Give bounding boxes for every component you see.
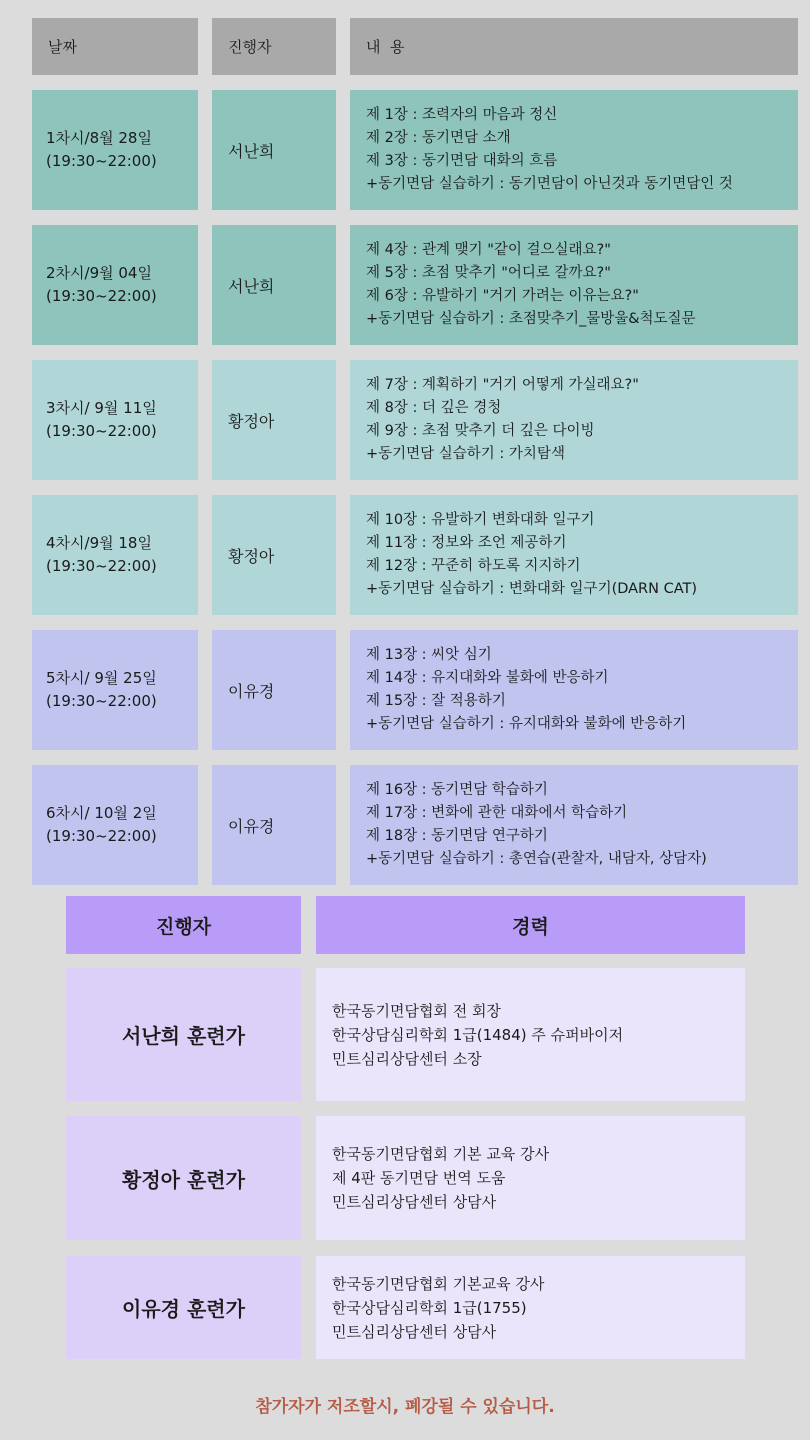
session-time: (19:30~22:00) (46, 422, 157, 440)
content-line: 제 14장 : 유지대화와 불화에 반응하기 (366, 670, 609, 686)
career-line: 민트심리상담센터 상담사 (332, 1193, 497, 1211)
session-time: (19:30~22:00) (46, 287, 157, 305)
content-line: 제 2장 : 동기면담 소개 (366, 130, 511, 146)
session-time: (19:30~22:00) (46, 557, 157, 575)
profile-header-career: 경력 (316, 896, 745, 954)
career-line: 한국동기면담협회 기본교육 강사 (332, 1274, 545, 1293)
session-content (350, 360, 798, 480)
session-presenter: 황정아 (212, 495, 336, 615)
content-line: 제 8장 : 더 깊은 경청 (366, 400, 502, 416)
career-line: 한국동기면담협회 전 회장 (332, 1001, 501, 1020)
content-line: +동기면담 실습하기 : 동기면담이 아닌것과 동기면담인 것 (366, 176, 733, 192)
trainer-career (316, 1256, 745, 1359)
session-number-date: 5차시/ 9월 25일 (46, 669, 157, 687)
trainer-name: 황정아 훈련가 (66, 1116, 301, 1240)
content-line: +동기면담 실습하기 : 유지대화와 불화에 반응하기 (366, 716, 687, 732)
session-number-date: 2차시/9월 04일 (46, 264, 152, 282)
career-line: 한국동기면담협회 기본 교육 강사 (332, 1145, 550, 1163)
content-line: 제 3장 : 동기면담 대화의 흐름 (366, 153, 558, 169)
content-line: +동기면담 실습하기 : 총연습(관찰자, 내담자, 상담자) (366, 851, 707, 867)
session-presenter: 서난희 (212, 90, 336, 210)
session-time: (19:30~22:00) (46, 827, 157, 845)
session-number-date: 6차시/ 10월 2일 (46, 804, 157, 822)
career-line: 민트심리상담센터 소장 (332, 1049, 482, 1068)
content-line: 제 13장 : 씨앗 심기 (366, 647, 492, 663)
content-line: 제 15장 : 잘 적용하기 (366, 693, 506, 709)
session-content (350, 630, 798, 750)
session-time: (19:30~22:00) (46, 152, 157, 170)
session-presenter: 서난희 (212, 225, 336, 345)
session-date (32, 360, 198, 480)
trainer-career (316, 1116, 745, 1240)
content-line: 제 9장 : 초점 맞추기 더 깊은 다이빙 (366, 423, 595, 439)
content-line: +동기면담 실습하기 : 변화대화 일구기(DARN CAT) (366, 581, 698, 597)
session-date (32, 90, 198, 210)
content-line: 제 12장 : 꾸준히 하도록 지지하기 (366, 558, 581, 574)
content-line: 제 16장 : 동기면담 학습하기 (366, 782, 548, 798)
career-line: 제 4판 동기면담 번역 도움 (332, 1169, 506, 1187)
session-date (32, 225, 198, 345)
session-number-date: 3차시/ 9월 11일 (46, 399, 157, 417)
session-number-date: 1차시/8월 28일 (46, 129, 152, 147)
profile-header-presenter: 진행자 (66, 896, 301, 954)
content-line: 제 18장 : 동기면담 연구하기 (366, 828, 548, 844)
header-date: 날짜 (32, 18, 198, 75)
session-date (32, 765, 198, 885)
content-line: 제 6장 : 유발하기 "거기 가려는 이유는요?" (366, 288, 639, 304)
content-line: 제 11장 : 정보와 조언 제공하기 (366, 535, 567, 551)
career-line: 한국상담심리학회 1급(1755) (332, 1298, 527, 1317)
session-date (32, 630, 198, 750)
trainer-name: 서난희 훈련가 (66, 968, 301, 1101)
content-line: 제 7장 : 계획하기 "거기 어떻게 가실래요?" (366, 377, 639, 393)
session-content (350, 90, 798, 210)
content-line: 제 5장 : 초점 맞추기 "어디로 갈까요?" (366, 265, 611, 281)
session-content (350, 225, 798, 345)
trainer-name: 이유경 훈련가 (66, 1256, 301, 1359)
trainer-career (316, 968, 745, 1101)
content-line: 제 1장 : 조력자의 마음과 정신 (366, 107, 558, 123)
career-line: 민트심리상담센터 상담사 (332, 1322, 497, 1341)
cancellation-notice: 참가자가 저조할시, 폐강될 수 있습니다. (255, 1397, 555, 1417)
content-line: 제 4장 : 관계 맺기 "같이 걸으실래요?" (366, 242, 611, 258)
session-time: (19:30~22:00) (46, 692, 157, 710)
content-line: +동기면담 실습하기 : 초점맞추기_물방울&척도질문 (366, 311, 696, 327)
session-number-date: 4차시/9월 18일 (46, 534, 152, 552)
content-line: 제 17장 : 변화에 관한 대화에서 학습하기 (366, 805, 628, 821)
session-presenter: 이유경 (212, 765, 336, 885)
session-date (32, 495, 198, 615)
content-line: +동기면담 실습하기 : 가치탐색 (366, 446, 565, 462)
header-content: 내 용 (350, 18, 798, 75)
content-line: 제 10장 : 유발하기 변화대화 일구기 (366, 512, 595, 528)
session-content (350, 765, 798, 885)
career-line: 한국상담심리학회 1급(1484) 주 슈퍼바이저 (332, 1025, 624, 1044)
session-presenter: 황정아 (212, 360, 336, 480)
session-content (350, 495, 798, 615)
header-presenter: 진행자 (212, 18, 336, 75)
session-presenter: 이유경 (212, 630, 336, 750)
